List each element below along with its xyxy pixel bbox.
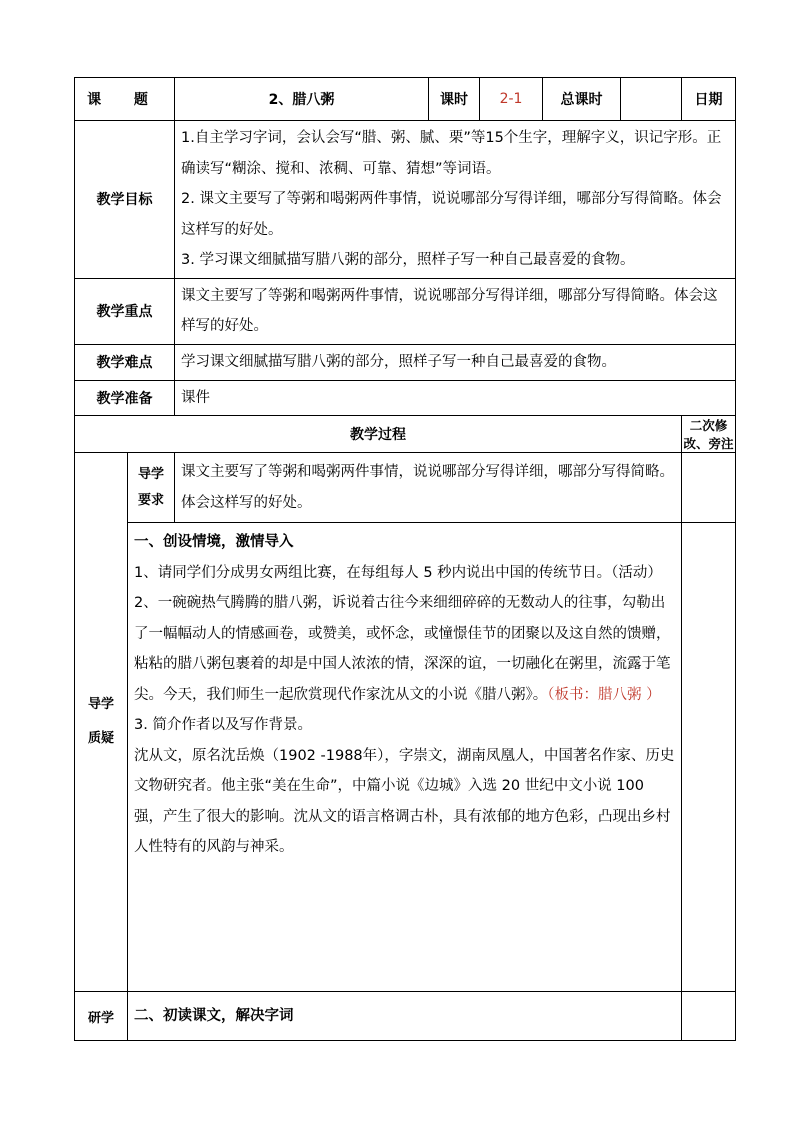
header-row [75,78,736,121]
preparation-label: 教学准备 [75,380,175,416]
subject-label: 课 题 [75,78,175,121]
key-points-row [75,278,736,344]
guide-side-label-1: 导学 [87,697,114,712]
lesson-title: 2、腊八粥 [175,78,429,121]
key-points-label: 教学重点 [75,278,175,344]
guide-side-label [75,453,128,992]
difficulties-row [75,344,736,380]
lesson-plan-table [74,77,736,1041]
paragraph: 1、请同学们分成男女两组比赛，在每组每人 5 秒内说出中国的传统节日。（活动） [134,564,662,581]
paragraph: 沈从文，原名沈岳焕（1902 -1988年），字崇文，湖南凤凰人，中国著名作家、历史文物研究者。他主张“美在生命”，中篇小说《边城》入选 20 世纪中文小说 100 强，产生了很大的影响。沈从文的语言格调古朴，具有浓郁的地方色彩，凸现出乡村人性特有的风韵与神采。 [134,747,675,855]
total-period-label: 总课时 [543,78,621,121]
paragraph-text: 2、一碗碗热气腾腾的腊八粥，诉说着古往今来细细碎碎的无数动人的往事，勾勒出了一幅幅动人的情感画卷，或赞美，或怀念，或憧憬佳节的团聚以及这自然的馈赠，粘粘的腊八粥包裹着的却是中国人浓浓的情，深深的谊，一切融化在粥里，流露于笔尖。今天，我们师生一起欣赏现代作家沈从文的小说《腊八粥》。 [134,595,671,703]
requirement-label-2: 要求 [137,492,164,508]
study-section-title: 二、初读课文，解决字词 [128,992,682,1041]
guide-content-row [75,523,736,992]
notes-cell [682,453,736,523]
period-value: 2-1 [480,78,543,121]
preparation-content: 课件 [175,380,736,416]
objectives-label: 教学目标 [75,121,175,279]
difficulties-content: 学习课文细腻描写腊八粥的部分，照样子写一种自己最喜爱的食物。 [175,344,736,380]
objective-item: 1.自主学习字词，会认会写“腊、粥、腻、栗”等15个生字，理解字义，识记字形。正确读写“糊涂、搅和、浓稠、可靠、猜想”等词语。 [181,130,722,177]
notes-cell [682,523,736,992]
objective-item: 3. 学习课文细腻描写腊八粥的部分，照样子写一种自己最喜爱的食物。 [181,252,635,268]
difficulties-label: 教学难点 [75,344,175,380]
objectives-content [175,121,736,279]
guide-side-label-2: 质疑 [87,731,114,746]
paragraph [134,588,675,710]
objectives-row [75,121,736,279]
objective-item: 2. 课文主要写了等粥和喝粥两件事情，说说哪部分写得详细，哪部分写得简略。体会这样写的好处。 [181,191,722,238]
period-label: 课时 [429,78,480,121]
process-label: 教学过程 [75,416,682,453]
section-title: 一、创设情境，激情导入 [134,534,294,550]
guide-content [128,523,682,992]
preparation-row [75,380,736,416]
study-row [75,992,736,1041]
requirement-content: 课文主要写了等粥和喝粥两件事情，说说哪部分写得详细，哪部分写得简略。体会这样写的好处。 [175,453,682,523]
date-label: 日期 [682,78,736,121]
total-period-value [621,78,682,121]
notes-label: 二次修改、旁注 [682,416,736,453]
study-label: 研学 [75,992,128,1041]
key-points-content: 课文主要写了等粥和喝粥两件事情，说说哪部分写得详细，哪部分写得简略。体会这样写的好处。 [175,278,736,344]
notes-cell [682,992,736,1041]
blackboard-note: （板书：腊八粥 ） [547,686,661,703]
requirement-label [128,453,175,523]
guide-requirement-row [75,453,736,523]
process-header-row [75,416,736,453]
paragraph: 3. 简介作者以及写作背景。 [134,717,312,733]
requirement-label-1: 导学 [137,466,164,482]
